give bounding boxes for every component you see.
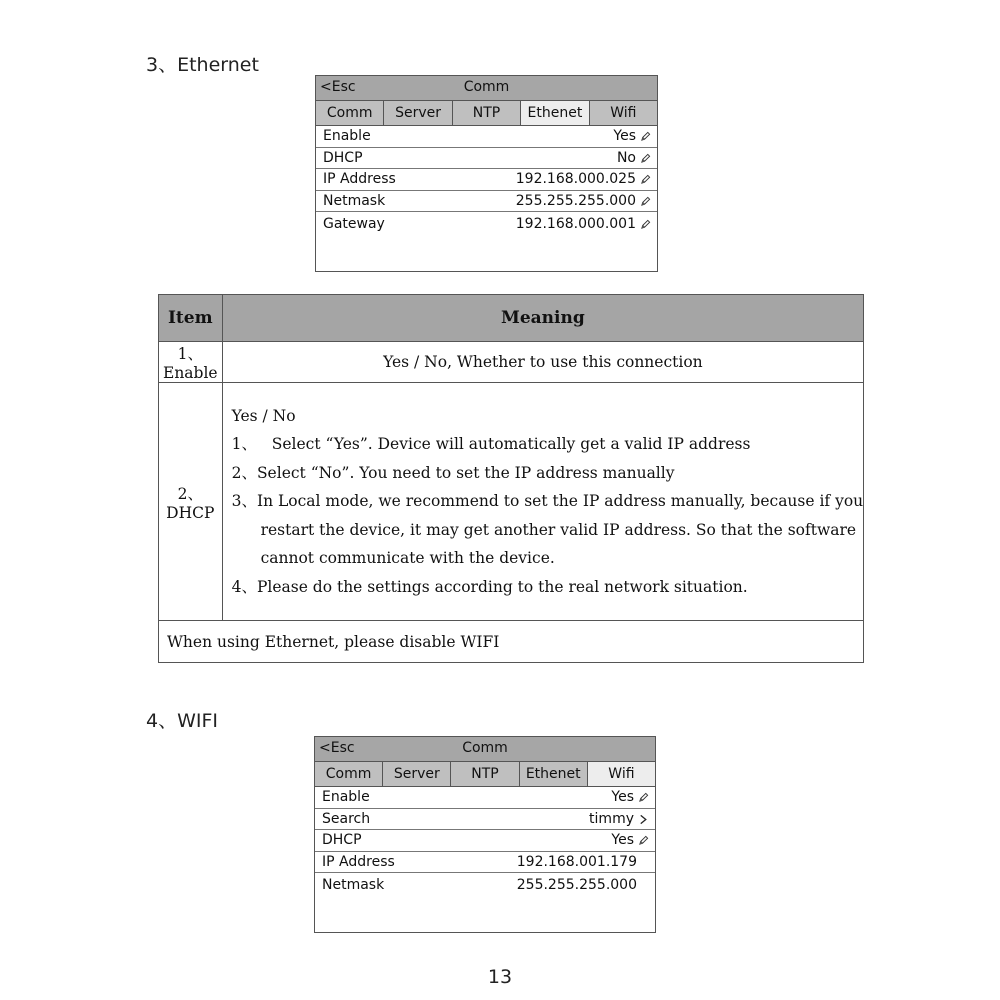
header-item: Item: [159, 295, 223, 342]
pencil-icon[interactable]: [640, 131, 651, 142]
setting-row-ip-address: [315, 852, 655, 874]
setting-label: Search: [322, 810, 371, 827]
chevron-right-icon[interactable]: [638, 814, 649, 825]
header-meaning: Meaning: [222, 295, 864, 342]
esc-button[interactable]: <Esc: [319, 740, 355, 756]
meaning-table: [158, 294, 864, 663]
setting-value: Yes: [613, 128, 636, 144]
dhcp-line: 2、Select “No”. You need to set the IP address manually: [231, 463, 675, 482]
dhcp-line: Yes / No: [231, 406, 296, 425]
screen-title: Comm: [463, 79, 510, 95]
setting-label: Netmask: [322, 877, 385, 893]
setting-row-dhcp[interactable]: [315, 830, 655, 852]
wifi-section-heading: 4、WIFI: [146, 710, 219, 732]
pencil-icon[interactable]: [640, 153, 651, 164]
setting-label: Enable: [323, 128, 371, 144]
setting-label: DHCP: [322, 832, 362, 848]
pencil-icon[interactable]: [638, 792, 649, 803]
setting-value: No: [616, 149, 636, 166]
item-enable: 1、Enable: [159, 342, 223, 383]
setting-label: IP Address: [323, 171, 396, 187]
setting-value: 192.168.001.179: [516, 853, 637, 870]
setting-label: Enable: [322, 789, 370, 805]
setting-row-enable[interactable]: [316, 126, 657, 148]
setting-label: DHCP: [323, 149, 363, 166]
tab-ntp[interactable]: NTP: [451, 762, 519, 786]
screen-tabs: [315, 762, 655, 787]
dhcp-line: 1、 Select “Yes”. Device will automatically get a valid IP address: [231, 435, 751, 454]
tab-server[interactable]: Server: [384, 101, 452, 125]
ethernet-section-heading: 3、Ethernet: [146, 54, 259, 76]
pencil-icon[interactable]: [640, 174, 651, 185]
dhcp-line: 3、In Local mode, we recommend to set the IP address manually, because if you: [231, 492, 864, 511]
setting-value: Yes: [611, 832, 634, 848]
setting-value: 192.168.000.025: [515, 171, 636, 187]
screen-tabs: [316, 101, 657, 126]
setting-value: 255.255.255.000: [516, 877, 637, 893]
setting-label: Gateway: [323, 216, 385, 232]
screen-titlebar: [316, 76, 657, 101]
table-row: [159, 383, 864, 621]
item-dhcp: 2、DHCP: [159, 383, 223, 621]
meaning-enable: Yes / No, Whether to use this connection: [222, 342, 864, 383]
setting-row-enable[interactable]: [315, 787, 655, 809]
setting-value: timmy: [589, 810, 634, 827]
esc-button[interactable]: <Esc: [320, 79, 356, 95]
setting-row-dhcp[interactable]: [316, 148, 657, 170]
dhcp-line: restart the device, it may get another valid IP address. So that the software: [260, 520, 857, 539]
setting-label: IP Address: [322, 853, 395, 870]
ethernet-screen: [315, 75, 658, 272]
page-number: 13: [487, 966, 513, 988]
setting-value: Yes: [611, 789, 634, 805]
setting-value: 192.168.000.001: [515, 216, 636, 232]
setting-value: 255.255.255.000: [515, 192, 636, 209]
tab-ethenet[interactable]: Ethenet: [520, 762, 588, 786]
wifi-screen: [314, 736, 656, 933]
dhcp-line: 4、Please do the settings according to the real network situation.: [231, 577, 748, 596]
tab-ntp[interactable]: NTP: [453, 101, 521, 125]
tab-wifi[interactable]: Wifi: [588, 762, 655, 786]
setting-row-ip-address[interactable]: [316, 169, 657, 191]
screen-titlebar: [315, 737, 655, 762]
table-row: [159, 342, 864, 383]
tab-comm[interactable]: Comm: [315, 762, 383, 786]
pencil-icon[interactable]: [640, 196, 651, 207]
setting-row-gateway[interactable]: [316, 212, 657, 235]
table-note: When using Ethernet, please disable WIFI: [159, 621, 864, 663]
pencil-icon[interactable]: [640, 219, 651, 230]
tab-comm[interactable]: Comm: [316, 101, 384, 125]
setting-row-netmask: [315, 873, 655, 896]
table-row: [159, 621, 864, 663]
setting-label: Netmask: [323, 192, 386, 209]
setting-row-netmask[interactable]: [316, 191, 657, 213]
dhcp-line: cannot communicate with the device.: [260, 549, 555, 568]
meaning-dhcp: [222, 383, 864, 621]
tab-ethenet[interactable]: Ethenet: [521, 101, 589, 125]
tab-wifi[interactable]: Wifi: [590, 101, 657, 125]
screen-title: Comm: [462, 740, 508, 756]
pencil-icon[interactable]: [638, 835, 649, 846]
tab-server[interactable]: Server: [383, 762, 451, 786]
setting-row-search[interactable]: [315, 809, 655, 831]
